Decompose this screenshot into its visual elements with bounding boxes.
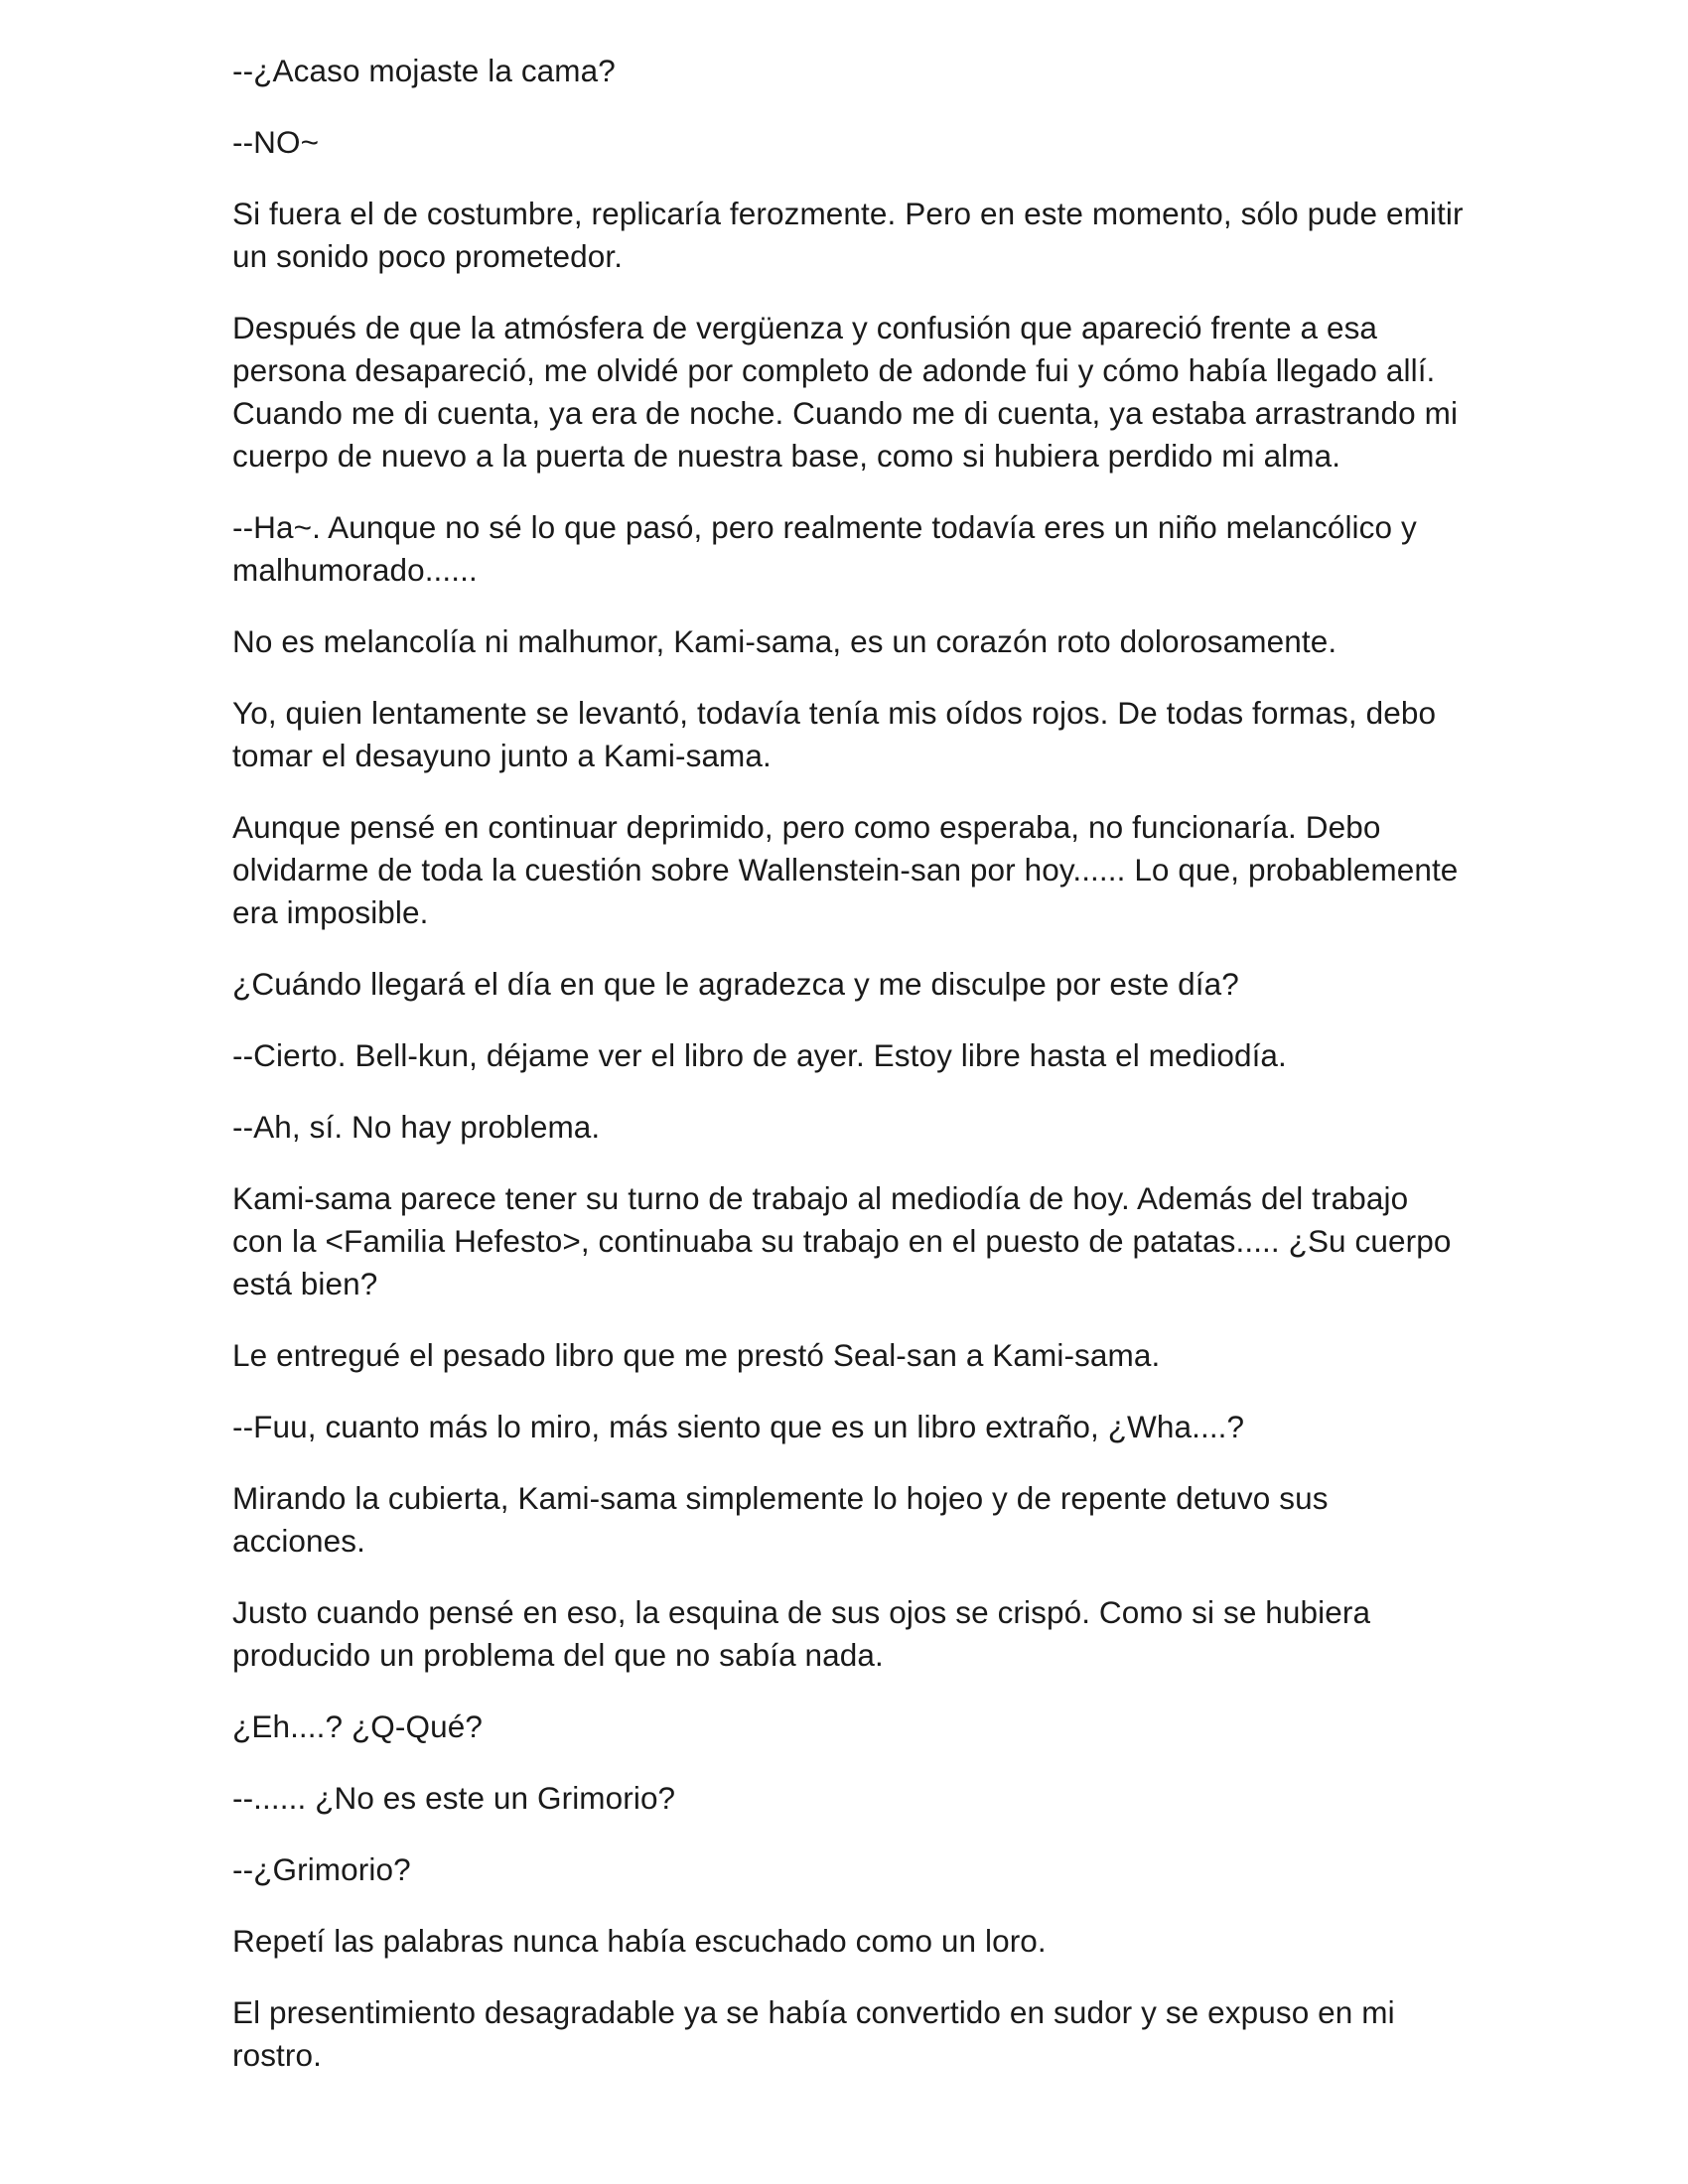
paragraph: --Fuu, cuanto más lo miro, más siento que es un libro extraño, ¿Wha....? — [232, 1409, 1245, 1444]
document-body — [232, 50, 1464, 2106]
paragraph: Después de que la atmósfera de vergüenza y confusión que apareció frente a esa persona desapareció, me olvidé por completo de adonde fui y cómo había llegado allí. Cuando me di cuenta, ya era de noche. Cuando me di cuenta, ya estaba arrastrando mi cuerpo de nuevo a la puerta de nuestra base, como si hubiera perdido mi alma. — [232, 310, 1459, 474]
paragraph: --Ah, sí. No hay problema. — [232, 1109, 601, 1145]
paragraph: --...... ¿No es este un Grimorio? — [232, 1780, 676, 1816]
paragraph: --¿Acaso mojaste la cama? — [232, 53, 616, 88]
paragraph: Yo, quien lentamente se levantó, todavía tenía mis oídos rojos. De todas formas, debo tomar el desayuno junto a Kami-sama. — [232, 695, 1437, 773]
paragraph: --NO~ — [232, 124, 320, 160]
paragraph: No es melancolía ni malhumor, Kami-sama, es un corazón roto dolorosamente. — [232, 623, 1337, 659]
paragraph: Repetí las palabras nunca había escuchado como un loro. — [232, 1923, 1047, 1959]
paragraph: Aunque pensé en continuar deprimido, pero como esperaba, no funcionaría. Debo olvidarme de toda la cuestión sobre Wallenstein-san por hoy...... Lo que, probablemente era imposible. — [232, 809, 1459, 930]
paragraph: El presentimiento desagradable ya se había convertido en sudor y se expuso en mi rostro. — [232, 1994, 1395, 2073]
paragraph: --Cierto. Bell-kun, déjame ver el libro de ayer. Estoy libre hasta el mediodía. — [232, 1037, 1287, 1073]
paragraph: --¿Grimorio? — [232, 1851, 411, 1887]
paragraph: Kami-sama parece tener su turno de trabajo al mediodía de hoy. Además del trabajo con la <Familia Hefesto>, continuaba su trabajo en el puesto de patatas..... ¿Su cuerpo está bien? — [232, 1180, 1452, 1301]
paragraph: Mirando la cubierta, Kami-sama simplemente lo hojeo y de repente detuvo sus acciones. — [232, 1480, 1329, 1559]
paragraph: Si fuera el de costumbre, replicaría ferozmente. Pero en este momento, sólo pude emitir un sonido poco prometedor. — [232, 196, 1464, 274]
paragraph: Justo cuando pensé en eso, la esquina de sus ojos se crispó. Como si se hubiera producido un problema del que no sabía nada. — [232, 1594, 1371, 1673]
paragraph: ¿Eh....? ¿Q-Qué? — [232, 1708, 483, 1744]
paragraph: --Ha~. Aunque no sé lo que pasó, pero realmente todavía eres un niño melancólico y malhumorado...... — [232, 509, 1417, 588]
paragraph: Le entregué el pesado libro que me prestó Seal-san a Kami-sama. — [232, 1337, 1161, 1373]
paragraph: ¿Cuándo llegará el día en que le agradezca y me disculpe por este día? — [232, 966, 1239, 1002]
